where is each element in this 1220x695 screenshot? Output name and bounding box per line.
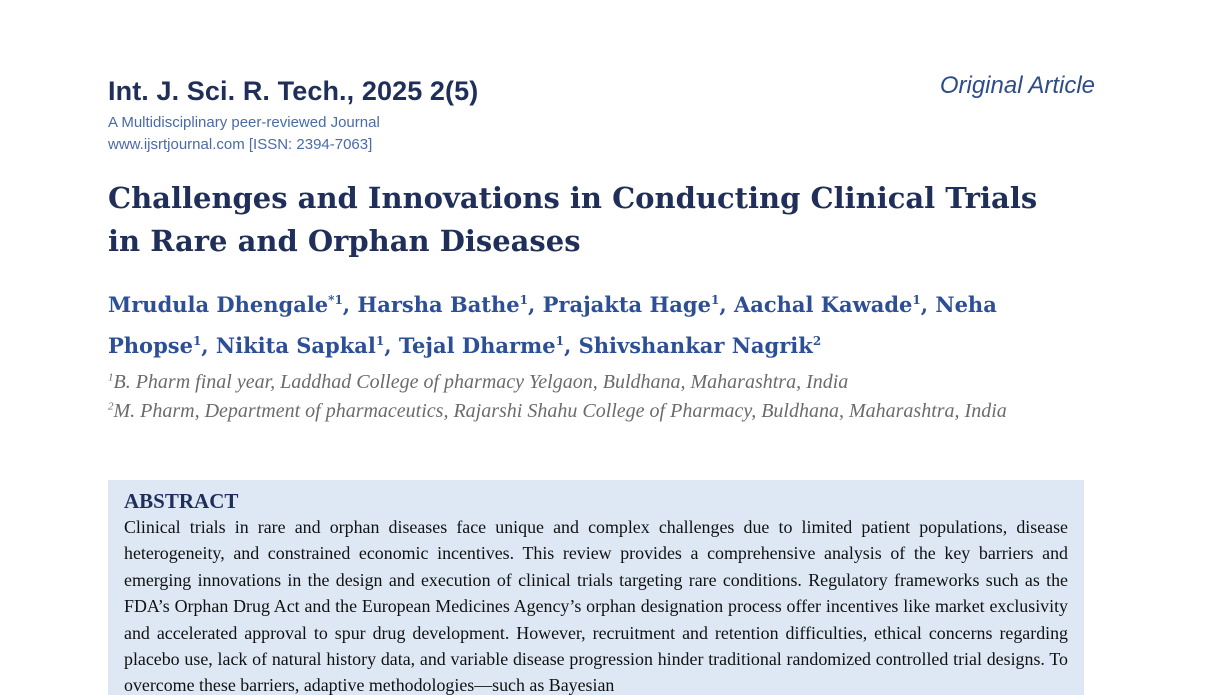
author-mark: 1 [555,334,564,348]
author-mark: 1 [710,293,720,307]
journal-title: Int. J. Sci. R. Tech., 2025 2(5) [108,76,479,106]
author-mark: 1 [375,334,385,348]
author-mark: 2 [812,334,822,348]
author-name: Harsha Bathe [357,292,520,317]
author-mark: 1 [912,293,921,307]
article-type: Original Article [939,72,1095,99]
author-name: Mrudula Dhengale [108,292,329,317]
abstract-text: Clinical trials in rare and orphan diseases face unique and complex challenges due to limited patient populations, disease heterogeneity, and constrained economic incentives. This review provides a comprehensive analysis of the key barriers and emerging innovations in the design and execution of clinical trials targeting rare conditions. Regulatory frameworks such as the FDA’s Orphan Drug Act and the European Medicines Agency’s orphan designation process offer incentives like market exclusivity and accelerated approval to spur drug development. However, recruitment and retention difficulties, ethical concerns regarding placebo use, lack of natural history data, and variable disease progression hinder traditional randomized controlled trial designs. To overcome these barriers, adaptive methodologies—such as Bayesian [124,517,1068,695]
abstract-heading: ABSTRACT [124,489,239,513]
author-line-1: Mrudula Dhengale$^{*1}$, Harsha Bathe$^1$, Prajakta Hage$^1$, Aachal Kawade$^1$, Neha [108,292,997,317]
affiliation-text: M. Pharm, Department of pharmaceutics, Rajarshi Shahu College of Pharmacy, Buldhana, Maharashtra, India [113,400,1007,422]
abstract-box [108,480,1084,695]
author-mark: 1 [192,334,202,348]
affiliation-mark: 2 [108,400,114,413]
paper-title-line-2: in Rare and Orphan Diseases [108,224,581,258]
paper-title-line-1: Challenges and Innovations in Conducting Clinical Trials [108,181,1038,215]
author-name: Shivshankar Nagrik [578,333,813,358]
author-mark: 1 [519,293,528,307]
author-name: Tejal Dharme [398,333,556,358]
affiliation-1 [108,368,1088,397]
author-name-first-part: Neha [935,292,997,317]
author-list [108,284,1108,366]
author-name: Aachal Kawade [733,292,913,317]
author-line-2: Phopse$^1$, Nikita Sapkal$^1$, Tejal Dharme$^1$, Shivshankar Nagrik$^2$ [108,333,822,358]
author-name-second-part: Phopse [108,333,193,358]
paper-title [108,177,1108,263]
author-name: Nikita Sapkal [215,333,376,358]
affiliation-2 [108,397,1088,426]
journal-subtitle: A Multidisciplinary peer-reviewed Journal [108,114,380,131]
affiliation-text: B. Pharm final year, Laddhad College of pharmacy Yelgaon, Buldhana, Maharashtra, India [113,371,849,393]
affiliation-mark: 1 [108,371,114,384]
journal-url: www.ijsrtjournal.com [ISSN: 2394-7063] [108,136,373,153]
author-mark: *1 [328,293,343,307]
author-name: Prajakta Hage [542,292,711,317]
